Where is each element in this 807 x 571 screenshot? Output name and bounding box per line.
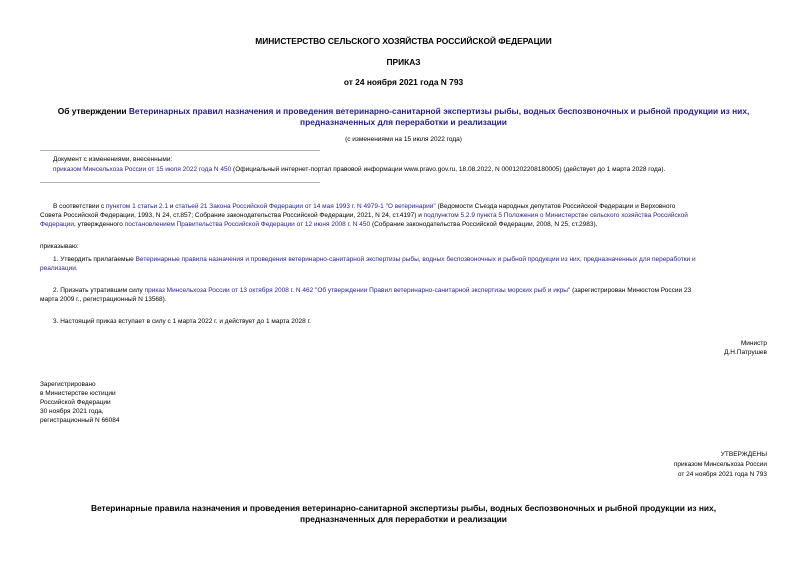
preamble-text: и [167, 203, 176, 210]
approved-rules-link-cont[interactable]: реализации [40, 265, 76, 272]
ministry-heading: МИНИСТЕРСТВО СЕЛЬСКОГО ХОЗЯЙСТВА РОССИЙСКОЙ ФЕДЕРАЦИИ [255, 36, 552, 46]
registration-line: Зарегистрировано [40, 381, 96, 388]
preamble-text: (Собрание законодательства Российской Федерации, 2008, N 25, ст.2983), [370, 221, 598, 228]
registration-line: Российской Федерации [40, 399, 111, 406]
changes-amendment-link[interactable]: приказом Минсельхоза России от 15 июля 2022 года N 450 [53, 166, 232, 173]
approval-line: приказом Минсельхоза России [673, 461, 767, 468]
preamble-text: В соответствии с [53, 203, 107, 210]
order-word: приказываю: [40, 243, 79, 250]
changes-entry [53, 165, 665, 174]
repealed-order-link[interactable]: приказ Минсельхоза России от 13 октября 2008 г. N 462 "Об утверждении Правил ветеринарно-санитарной экспертизы морских рыб и икры" [144, 287, 571, 294]
changes-divider-top [40, 150, 320, 151]
registration-line: в Министерстве юстиции [40, 390, 116, 397]
preamble-text: (Ведомости Съезда народных депутатов Российской Федерации и Верховного [435, 203, 676, 210]
approval-line: УТВЕРЖДЕНЫ [720, 451, 767, 458]
preamble-line2 [40, 211, 688, 220]
rules-title-line1: Ветеринарные правила назначения и проведения ветеринарно-санитарной экспертизы рыбы, водных беспозвоночных и рыбной продукции из них, [90, 503, 717, 513]
government-decree-link[interactable]: постановлением Правительства Российской Федерации от 12 июня 2008 г. N 450 [124, 221, 371, 228]
veterinary-law-link[interactable]: статьей 21 Закона Российской Федерации от 14 мая 1993 г. N 4979-1 "О ветеринарии" [175, 203, 436, 210]
signature-position: Министр [740, 340, 767, 347]
approved-rules-link[interactable]: Ветеринарные правила назначения и проведения ветеринарно-санитарной экспертизы рыбы, водных беспозвоночных и рыбной продукции из них, предназначенных для переработки и [135, 256, 696, 263]
preamble-text: , утвержденного [74, 221, 125, 228]
item2-line1 [53, 286, 691, 295]
changes-divider-bottom [40, 182, 320, 183]
law-article-link[interactable]: пунктом 1 статьи 2.1 [106, 203, 168, 210]
approval-line: от 24 ноября 2021 года N 793 [677, 471, 767, 478]
signature-name: Д.Н.Патрушев [724, 349, 767, 356]
item3: 3. Настоящий приказ вступает в силу с 1 марта 2022 г. и действует до 1 марта 2028 г. [53, 318, 311, 325]
document-date-number: от 24 ноября 2021 года N 793 [343, 77, 464, 87]
changes-entry-details: (Официальный интернет-портал правовой информации www.pravo.gov.ru, 18.08.2022, N 0001202208180005) (действует до 1 марта 2028 года). [231, 166, 666, 173]
title-prefix: Об утверждении [57, 106, 129, 116]
title-link-part1[interactable]: Ветеринарных правил назначения и проведения ветеринарно-санитарной экспертизы рыбы, водных беспозвоночных и рыбной продукции из них, [128, 106, 750, 116]
ministry-regulation-link[interactable]: подпунктом 5.2.9 пункта 5 Положения о Министерстве сельского хозяйства Российской [423, 212, 688, 219]
item2-line2: марта 2009 г., регистрационный N 13568). [40, 296, 167, 303]
item2-text: (зарегистрирован Минюстом России 23 [570, 287, 692, 294]
preamble-line3 [40, 220, 597, 229]
preamble-text: Совета Российской Федерации, 1993, N 24, ст.857; Собрание законодательства Российской Федерации, 2021, N 24, ст.4197) и [40, 212, 424, 219]
item1-text: 1. Утвердить прилагаемые [53, 256, 136, 263]
item2-text: 2. Признать утратившим силу [53, 287, 145, 294]
rules-title-line2: предназначенных для переработки и реализации [300, 514, 507, 524]
edition-note: (с изменениями на 15 июля 2022 года) [345, 136, 462, 143]
document-title-line2 [0, 117, 807, 127]
preamble-line1 [53, 202, 675, 211]
changes-heading: Документ с изменениями, внесенными: [53, 156, 173, 163]
item1-line2 [40, 264, 78, 273]
registration-line: регистрационный N 66084 [40, 417, 120, 424]
document-type: ПРИКАЗ [386, 57, 421, 67]
title-link-part2[interactable]: предназначенных для переработки и реализации [300, 117, 507, 127]
item1-line1 [53, 255, 696, 264]
document-title-line1 [0, 106, 807, 116]
registration-line: 30 ноября 2021 года, [40, 408, 104, 415]
ministry-regulation-link-cont[interactable]: Федерации [40, 221, 75, 228]
item1-text: . [75, 265, 78, 272]
